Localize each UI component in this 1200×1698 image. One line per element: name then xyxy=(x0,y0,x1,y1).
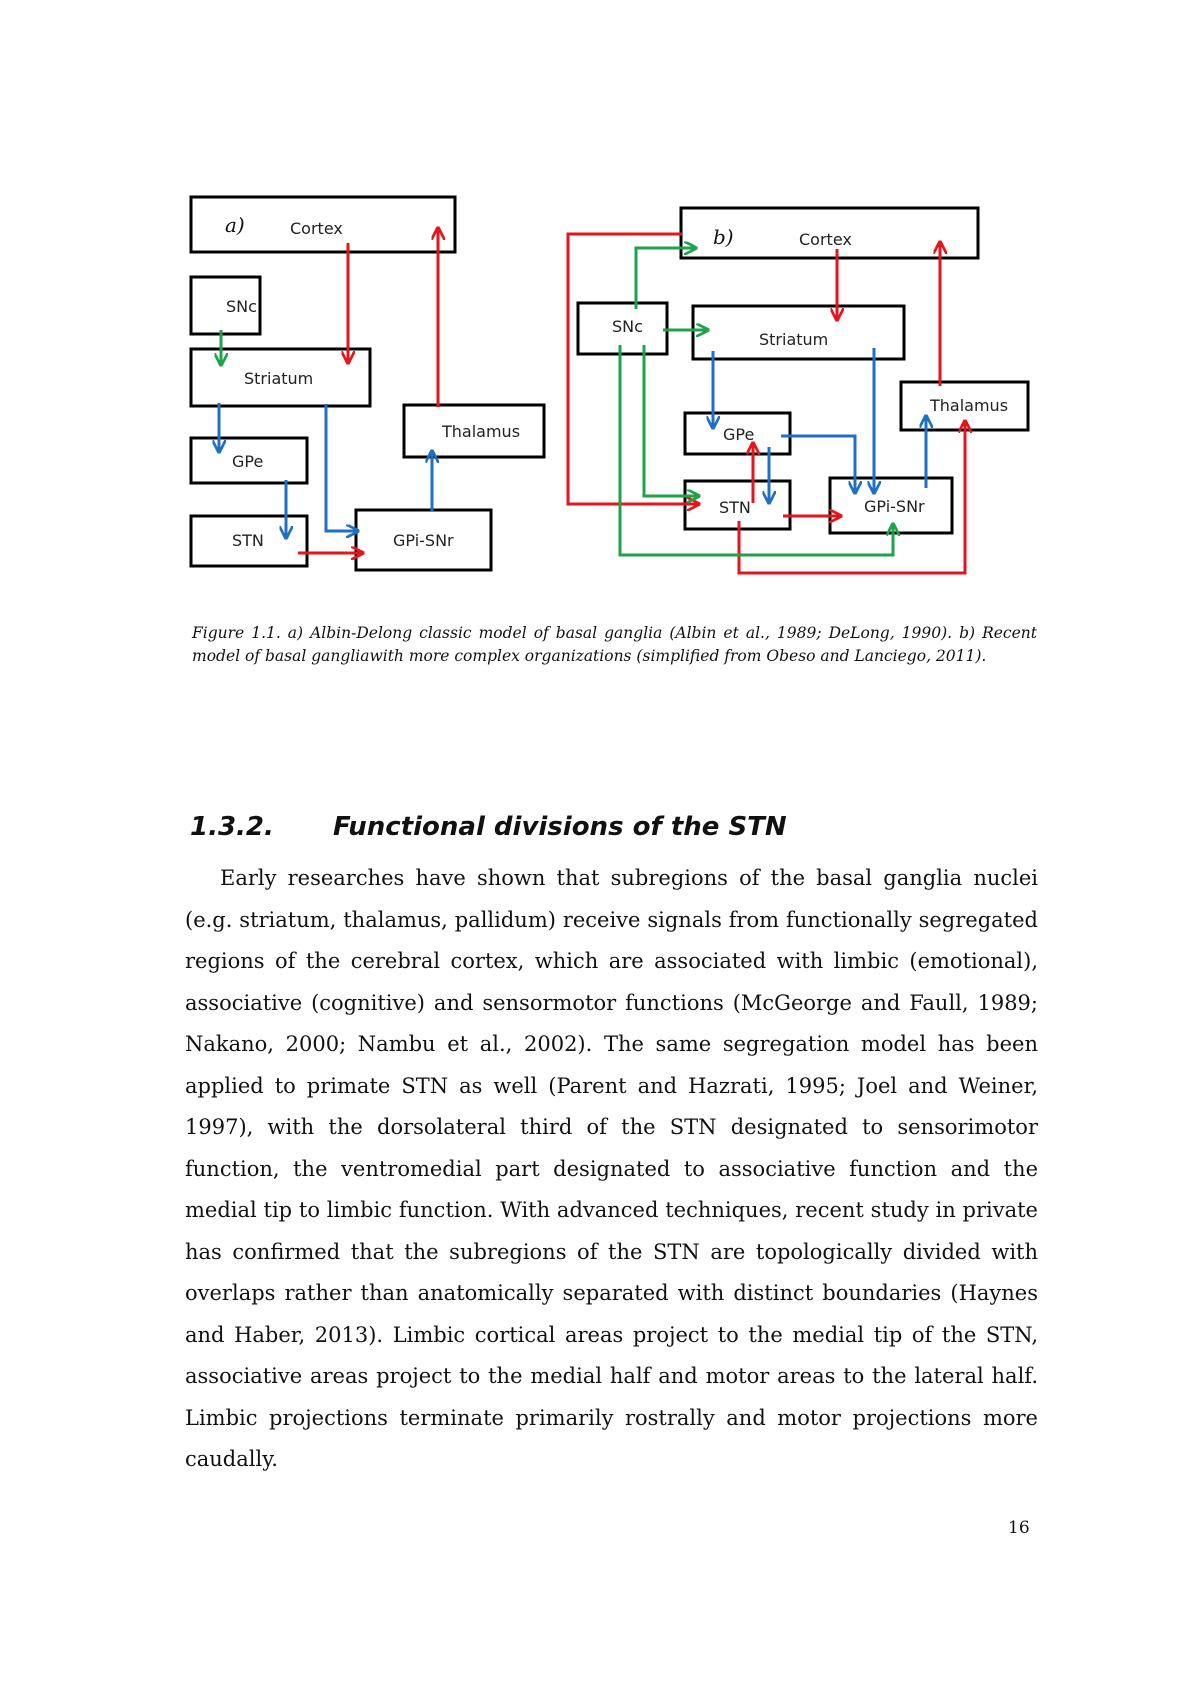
a-stn-label: STN xyxy=(232,531,264,550)
a-gpi-snr-label: GPi-SNr xyxy=(393,531,454,550)
section-title: Functional divisions of the STN xyxy=(333,812,787,842)
b-arrow-cortex-stn-hyperdirect xyxy=(568,234,699,504)
body-paragraph: Early researches have shown that subregions of the basal ganglia nuclei (e.g. striatum, thalamus, pallidum) receive signals from functionally segregated regions of the cerebral cortex, which are associated with limbic (emotional), associative (cognitive) and sensormotor functions (McGeorge and Faull, 1989; Nakano, 2000; Nambu et al., 2002). The same segregation model has been applied to primate STN as well (Parent and Hazrati, 1995; Joel and Weiner, 1997), with the dorsolateral third of the STN designated to sensorimotor function, the ventromedial part designated to associative function and the medial tip to limbic function. With advanced techniques, recent study in private has confirmed that the subregions of the STN are topologically divided with overlaps rather than anatomically separated with distinct boundaries (Haynes and Haber, 2013). Limbic cortical areas project to the medial tip of the STN, associative areas project to the medial half and motor areas to the lateral half. Limbic projections terminate primarily rostrally and motor projections more caudally. xyxy=(185,866,1038,1471)
b-striatum-label: Striatum xyxy=(759,330,829,349)
figure-caption: Figure 1.1. a) Albin-Delong classic model of basal ganglia (Albin et al., 1989; DeLong, 1990). b) Recent model of basal gangliawith more complex organizations (simplified from Obeso and Lanciego, 2011). xyxy=(192,624,1037,665)
a-striatum-label: Striatum xyxy=(244,369,314,388)
section-number: 1.3.2. xyxy=(190,812,274,842)
panel-a xyxy=(191,197,544,570)
a-snc-label: SNc xyxy=(226,297,257,316)
panel-b xyxy=(568,208,1028,573)
b-panel-label: b) xyxy=(713,225,734,249)
section-heading xyxy=(190,812,787,842)
a-arrow-striatum-gpi xyxy=(326,404,358,531)
b-snc-label: SNc xyxy=(612,317,643,336)
b-cortex-label: Cortex xyxy=(799,230,852,249)
b-gpi-snr-label: GPi-SNr xyxy=(864,497,925,516)
b-gpe-label: GPe xyxy=(723,425,755,444)
basal-ganglia-figure xyxy=(0,0,1200,640)
a-panel-label: a) xyxy=(225,213,245,237)
b-stn-label: STN xyxy=(719,498,751,517)
a-thalamus-label: Thalamus xyxy=(442,422,521,441)
b-thalamus-label: Thalamus xyxy=(930,396,1009,415)
page-number: 16 xyxy=(1008,1518,1030,1538)
a-gpe-label: GPe xyxy=(232,452,264,471)
a-cortex-label: Cortex xyxy=(290,219,343,238)
